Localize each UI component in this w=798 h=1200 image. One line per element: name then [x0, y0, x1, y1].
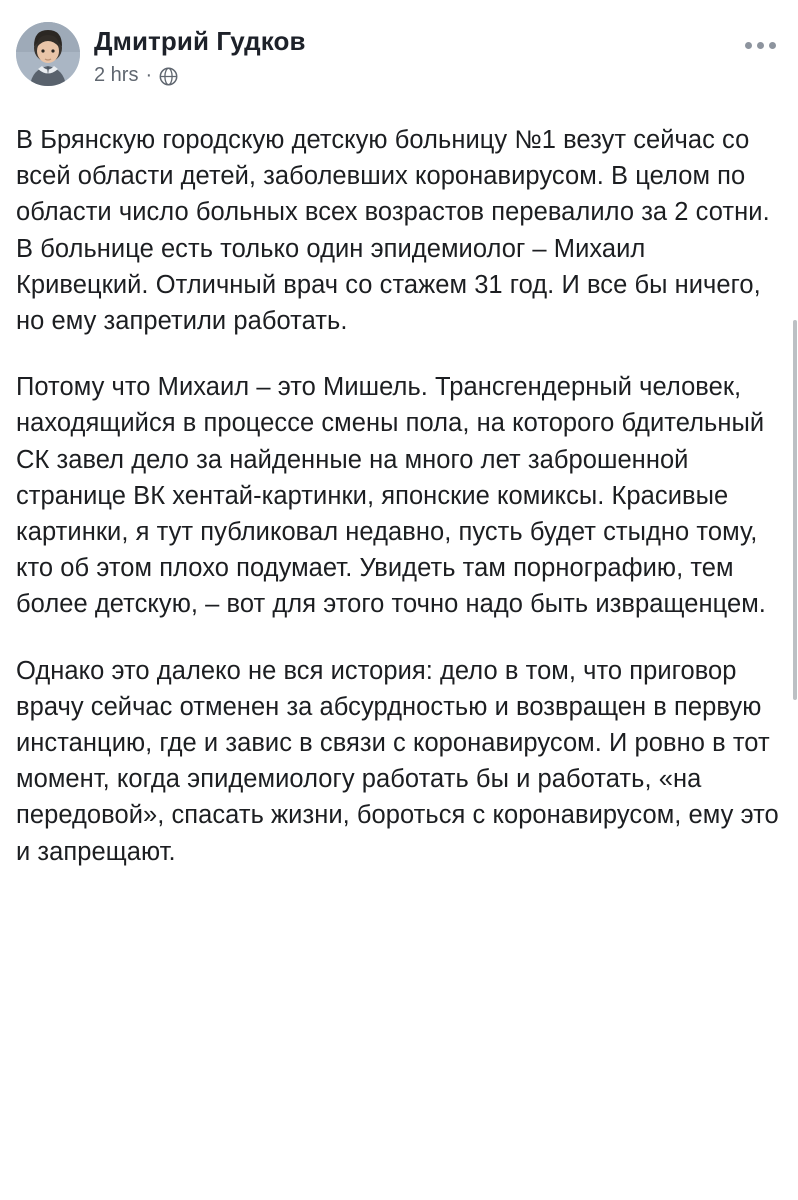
post-header	[16, 16, 782, 96]
more-options-icon[interactable]	[738, 30, 782, 60]
scrollbar-thumb[interactable]	[793, 320, 797, 700]
author-name[interactable]: Дмитрий Гудков	[94, 26, 306, 56]
more-dot	[745, 42, 752, 49]
more-dot	[769, 42, 776, 49]
globe-icon[interactable]	[159, 67, 178, 86]
post-meta	[94, 64, 782, 87]
post-header-text	[94, 22, 782, 87]
avatar-image	[16, 22, 80, 86]
meta-separator: ·	[145, 64, 153, 87]
post-body	[16, 122, 782, 870]
scrollbar[interactable]	[793, 0, 798, 1200]
post-timestamp[interactable]: 2 hrs	[94, 63, 139, 86]
more-dot	[757, 42, 764, 49]
post-paragraph: Однако это далеко не вся история: дело в том, что приговор врачу сейчас отменен за абсурдностью и возвращен в первую инстанцию, где и завис в связи с коронавирусом. И ровно в тот момент, когда эпидемиологу работать бы и работать, «на передовой», спасать жизни, бороться с коронавирусом, ему это и запрещают.	[16, 656, 779, 866]
avatar[interactable]	[16, 22, 80, 86]
post-paragraph: Потому что Михаил – это Мишель. Трансгендерный человек, находящийся в процессе смены пола, на которого бдительный СК завел дело за найденные на много лет заброшенной странице ВК хентай-картинки, японские комиксы. Красивые картинки, я тут публиковал недавно, пусть будет стыдно тому, кто об этом плохо подумает. Увидеть там порнографию, тем более детскую, – вот для этого точно надо быть извращенцем.	[16, 373, 766, 619]
post-paragraph: В Брянскую городскую детскую больницу №1 везут сейчас со всей области детей, заболевших коронавирусом. В целом по области число больных всех возрастов перевалило за 2 сотни. В больнице есть только один эпидемиолог – Михаил Кривецкий. Отличный врач со стажем 31 год. И все бы ничего, но ему запретили работать.	[16, 126, 770, 336]
